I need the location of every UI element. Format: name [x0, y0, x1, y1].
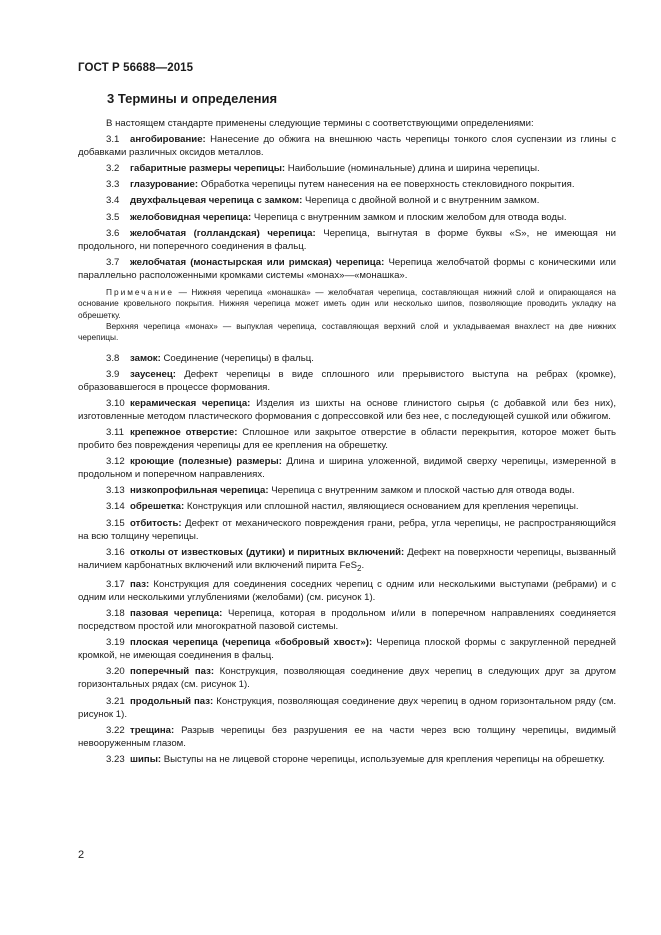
- term-entry: [78, 397, 616, 423]
- term-number: 3.8: [106, 352, 120, 364]
- term-definition: Дефект черепицы в виде сплошного или прерывистого выступа на ребрах (кромке), образовавшегося в процессе формования.: [78, 368, 616, 393]
- term-name: пазовая черепица:: [130, 608, 223, 620]
- term-number: 3.21: [106, 695, 125, 707]
- term-name: низкопрофильная черепица:: [130, 485, 269, 497]
- term-definition: Сплошное или закрытое отверстие в области перекрытия, которое может быть пробито без повреждения черепицы для ее крепления на обрешетку.: [78, 426, 616, 452]
- term-name: глазурование:: [130, 179, 199, 191]
- term-definition: Нанесение до обжига на внешнюю часть черепицы тонкого слоя суспензии из глины с добавками различных оксидов металлов.: [78, 134, 616, 159]
- term-definition: Выступы на не лицевой стороне черепицы, используемые для крепления черепицы на обрешетку.: [163, 753, 605, 765]
- document-body: [78, 117, 616, 766]
- term-name: плоская черепица (черепица «бобровый хвост»):: [130, 637, 373, 649]
- term-number: 3.5: [106, 211, 120, 223]
- term-entry: [78, 607, 616, 633]
- term-name: паз:: [130, 578, 150, 590]
- term-entry: [78, 227, 616, 253]
- term-number: 3.15: [106, 517, 125, 529]
- note-label: Примечание: [106, 287, 175, 298]
- section-title: 3 Термины и определения: [107, 91, 278, 106]
- term-name: отбитость:: [130, 517, 182, 529]
- term-definition: Конструкция или сплошной настил, являющиеся основанием для крепления черепицы.: [186, 501, 579, 513]
- term-entry: [78, 426, 616, 452]
- note-paragraph-1: [78, 287, 616, 321]
- term-entry: [78, 455, 616, 481]
- term-number: 3.23: [106, 753, 125, 765]
- term-entry: [78, 368, 616, 394]
- term-number: 3.11: [106, 426, 124, 438]
- term-definition: Разрыв черепицы без разрушения ее на части через всю толщину черепицы, видимый невооруженным глазом.: [78, 724, 616, 749]
- intro-paragraph: В настоящем стандарте применены следующие термины с соответствующими определениями:: [106, 118, 534, 129]
- term-definition: Черепица с двойной волной и с внутренним замком.: [305, 195, 540, 207]
- term-number: 3.6: [106, 227, 120, 239]
- term-entry: [78, 211, 616, 224]
- term-name: кроющие (полезные) размеры:: [130, 456, 282, 468]
- term-number: 3.4: [106, 195, 120, 207]
- term-number: 3.12: [106, 456, 125, 468]
- term-definition: Дефект от механического повреждения грани, ребра, угла черепицы, не распространяющийся на всю толщину черепицы.: [78, 517, 616, 542]
- term-number: 3.3: [106, 179, 120, 191]
- term-name: заусенец:: [130, 368, 176, 380]
- term-entry: [78, 484, 616, 497]
- note-text-1: — Нижняя черепица «монашка» — желобчатая черепица, составляющая нижний слой и опирающаяся на основание кровельного покрытия. Нижняя черепица может иметь один или несколько шипов, позволяющие проводить укладку на обрешетку.: [78, 287, 616, 320]
- term-name: габаритные размеры черепицы:: [130, 163, 286, 175]
- term-name: желобчатая (голландская) черепица:: [130, 227, 316, 239]
- term-entry: [78, 133, 616, 159]
- term-number: 3.2: [106, 163, 120, 175]
- term-entry: [78, 500, 616, 513]
- term-name: обрешетка:: [130, 501, 185, 513]
- term-definition: Черепица, которая в продольном и/или в поперечном направлениях соединяется посредством простой или многократной пазовой системы.: [78, 608, 617, 633]
- term-definition: Черепица желобчатой формы с коническими или параллельно расположенными кромками системы «монах»—«монашка».: [78, 256, 616, 281]
- term-name: керамическая черепица:: [130, 397, 251, 409]
- term-name: отколы от известковых (дутики) и пиритных включений:: [130, 546, 405, 558]
- note-block: [78, 287, 616, 343]
- term-number: 3.1: [106, 134, 120, 146]
- term-name: замок:: [130, 352, 161, 364]
- term-entry: [78, 753, 616, 766]
- term-definition: Конструкция для соединения соседних черепиц с одним или несколькими выступами (ребрами) и с одним или несколькими углублениями (желобами) (см. рисунок 1).: [78, 578, 616, 603]
- term-name: поперечный паз:: [130, 666, 215, 678]
- term-name: шипы:: [130, 753, 162, 765]
- term-definition: Черепица с внутренним замком и плоским желобом для отвода воды.: [253, 211, 567, 223]
- term-definition: Дефект на поверхности черепицы, вызванный наличием карбонатных включений или включений пирита FeS: [78, 546, 616, 571]
- note-paragraph-2: Верхняя черепица «монах» — выпуклая черепица, составляющая верхний слой и укладываемая внахлест на две нижних черепицы.: [78, 320, 616, 343]
- term-number: 3.22: [106, 724, 125, 736]
- term-number: 3.14: [106, 501, 125, 513]
- term-number: 3.10: [106, 397, 125, 409]
- term-number: 3.7: [106, 256, 120, 268]
- term-number: 3.18: [106, 608, 125, 620]
- definition-tail: .: [361, 559, 365, 571]
- term-entry: [78, 665, 616, 691]
- term-definition: Соединение (черепицы) в фальц.: [163, 352, 314, 364]
- term-entry: [78, 546, 616, 575]
- term-definition: Наибольшие (номинальные) длина и ширина черепицы.: [287, 163, 540, 175]
- page-number: 2: [78, 849, 85, 861]
- term-name: крепежное отверстие:: [130, 426, 238, 438]
- term-number: 3.16: [106, 546, 125, 558]
- term-entry: [78, 636, 616, 662]
- term-name: желобчатая (монастырская или римская) черепица:: [130, 256, 385, 268]
- term-entry: [78, 517, 616, 543]
- term-entry: [78, 352, 616, 365]
- term-definition: Черепица, выгнутая в форме буквы «S», не имеющая ни продольного, ни поперечного соединения в фальц.: [78, 227, 616, 252]
- term-definition: Конструкция, позволяющая соединение двух черепиц в одном горизонтальном ряду (см. рисунок 1).: [78, 695, 617, 720]
- term-definition: Черепица плоской формы с закругленной передней кромкой, не имеющая соединения в фальц.: [78, 637, 616, 662]
- term-name: трещина:: [130, 724, 175, 736]
- document-header: ГОСТ Р 56688—2015: [78, 62, 194, 74]
- formula-subscript: 2: [357, 563, 362, 573]
- term-entry: [78, 194, 616, 207]
- term-definition: Изделия из шихты на основе глинистого сырья (с добавкой или без них), изготовленные методом пластического формования с допрессовкой или без нее, с последующей сушкой или обжигом.: [78, 397, 616, 422]
- term-list-b: [78, 352, 616, 767]
- term-name: ангобирование:: [130, 134, 206, 146]
- term-definition: Конструкция, позволяющая соединение двух черепиц в следующих друг за другом горизонтальных рядах (см. рисунок 1).: [78, 666, 616, 691]
- term-name: продольный паз:: [130, 695, 214, 707]
- term-number: 3.19: [106, 637, 125, 649]
- term-number: 3.20: [106, 666, 125, 678]
- term-list-a: [78, 133, 616, 282]
- term-definition: Обработка черепицы путем нанесения на ее поверхность стекловидного покрытия.: [200, 179, 575, 191]
- term-entry: [78, 724, 616, 750]
- term-definition: Черепица с внутренним замком и плоской частью для отвода воды.: [271, 485, 575, 497]
- term-entry: [78, 578, 616, 604]
- term-entry: [78, 256, 616, 282]
- term-number: 3.9: [106, 368, 120, 380]
- term-entry: [78, 695, 616, 721]
- term-name: желобовидная черепица:: [130, 211, 252, 223]
- term-number: 3.13: [106, 485, 125, 497]
- term-definition: Длина и ширина уложенной, видимой сверху черепицы, измеренной в продольном и поперечном направлениях.: [78, 456, 616, 481]
- term-entry: [78, 178, 616, 191]
- term-name: двухфальцевая черепица с замком:: [130, 195, 303, 207]
- term-entry: [78, 162, 616, 175]
- term-number: 3.17: [106, 578, 125, 590]
